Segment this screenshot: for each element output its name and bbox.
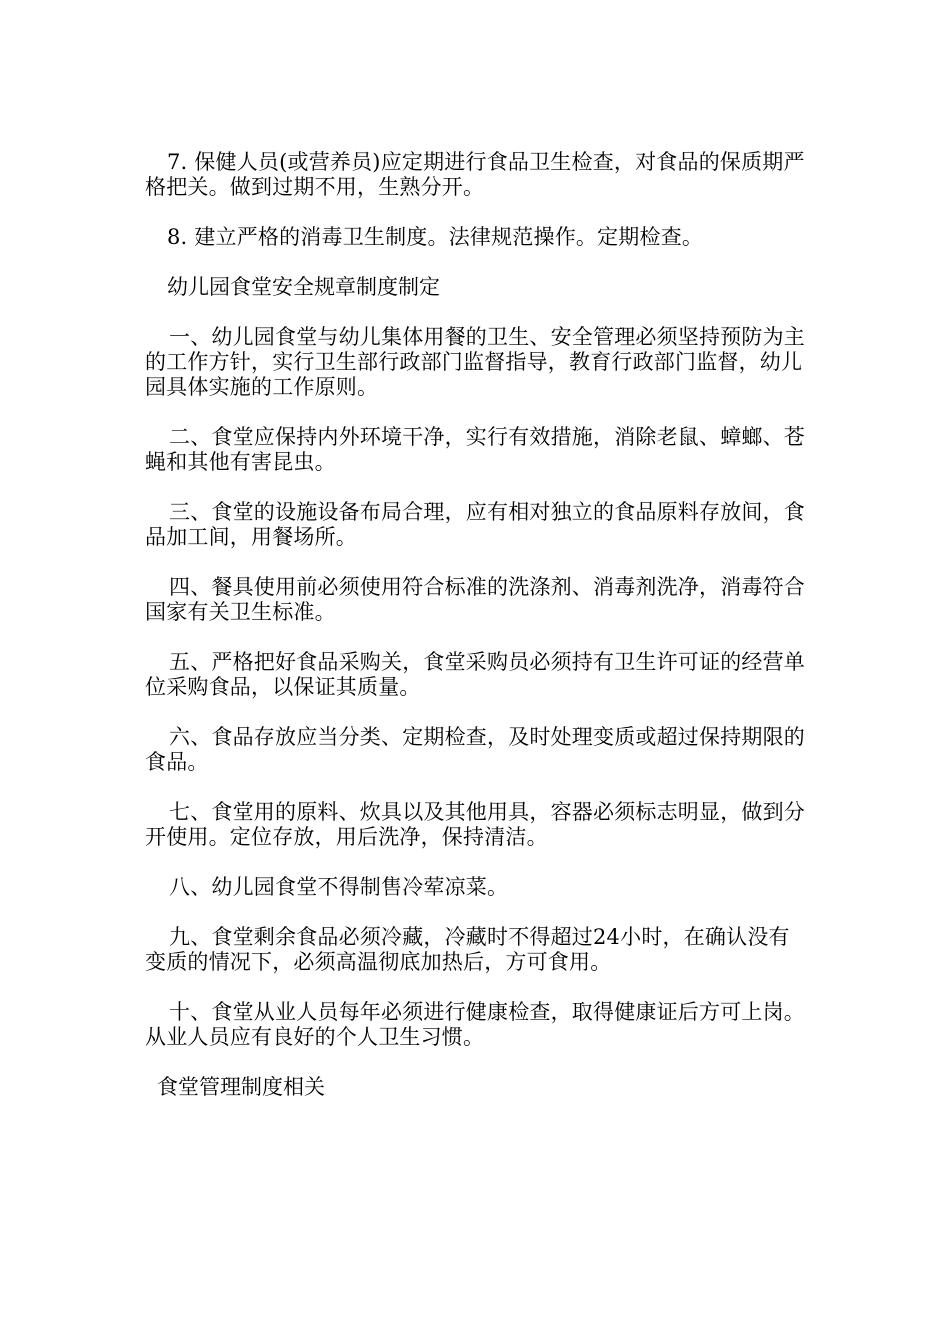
rule-paragraph-1: 一、幼儿园食堂与幼儿集体用餐的卫生、安全管理必须坚持预防为主的工作方针，实行卫生部行政部门监督指导，教育行政部门监督，幼儿园具体实施的工作原则。 [145,325,805,399]
rule-paragraph-10: 十、食堂从业人员每年必须进行健康检查，取得健康证后方可上岗。从业人员应有良好的个人卫生习惯。 [145,1000,805,1049]
section-title: 幼儿园食堂安全规章制度制定 [167,275,440,299]
rule-paragraph-3: 三、食堂的设施设备布局合理，应有相对独立的食品原料存放间，食品加工间，用餐场所。 [145,500,805,549]
paragraph-item-7: 7. 保健人员(或营养员)应定期进行食品卫生检查，对食品的保质期严格把关。做到过期不用，生熟分开。 [145,150,805,199]
rule-paragraph-5: 五、严格把好食品采购关，食堂采购员必须持有卫生许可证的经营单位采购食品，以保证其质量。 [145,650,805,699]
rule-paragraph-4: 四、餐具使用前必须使用符合标准的洗涤剂、消毒剂洗净，消毒符合国家有关卫生标准。 [145,575,805,624]
rule-paragraph-9: 九、食堂剩余食品必须冷藏，冷藏时不得超过24小时，在确认没有变质的情况下，必须高温彻底加热后，方可食用。 [145,925,790,974]
rule-paragraph-8: 八、幼儿园食堂不得制售冷荤凉菜。 [169,875,509,899]
footer-title: 食堂管理制度相关 [157,1075,325,1099]
document-page [145,150,810,1125]
rule-paragraph-6: 六、食品存放应当分类、定期检查，及时处理变质或超过保持期限的食品。 [145,725,805,774]
paragraph-item-8: 8. 建立严格的消毒卫生制度。法律规范操作。定期检查。 [167,225,704,249]
rule-paragraph-7: 七、食堂用的原料、炊具以及其他用具，容器必须标志明显，做到分开使用。定位存放，用后洗净，保持清洁。 [145,800,805,849]
rule-paragraph-2: 二、食堂应保持内外环境干净，实行有效措施，消除老鼠、蟑螂、苍蝇和其他有害昆虫。 [145,425,805,474]
